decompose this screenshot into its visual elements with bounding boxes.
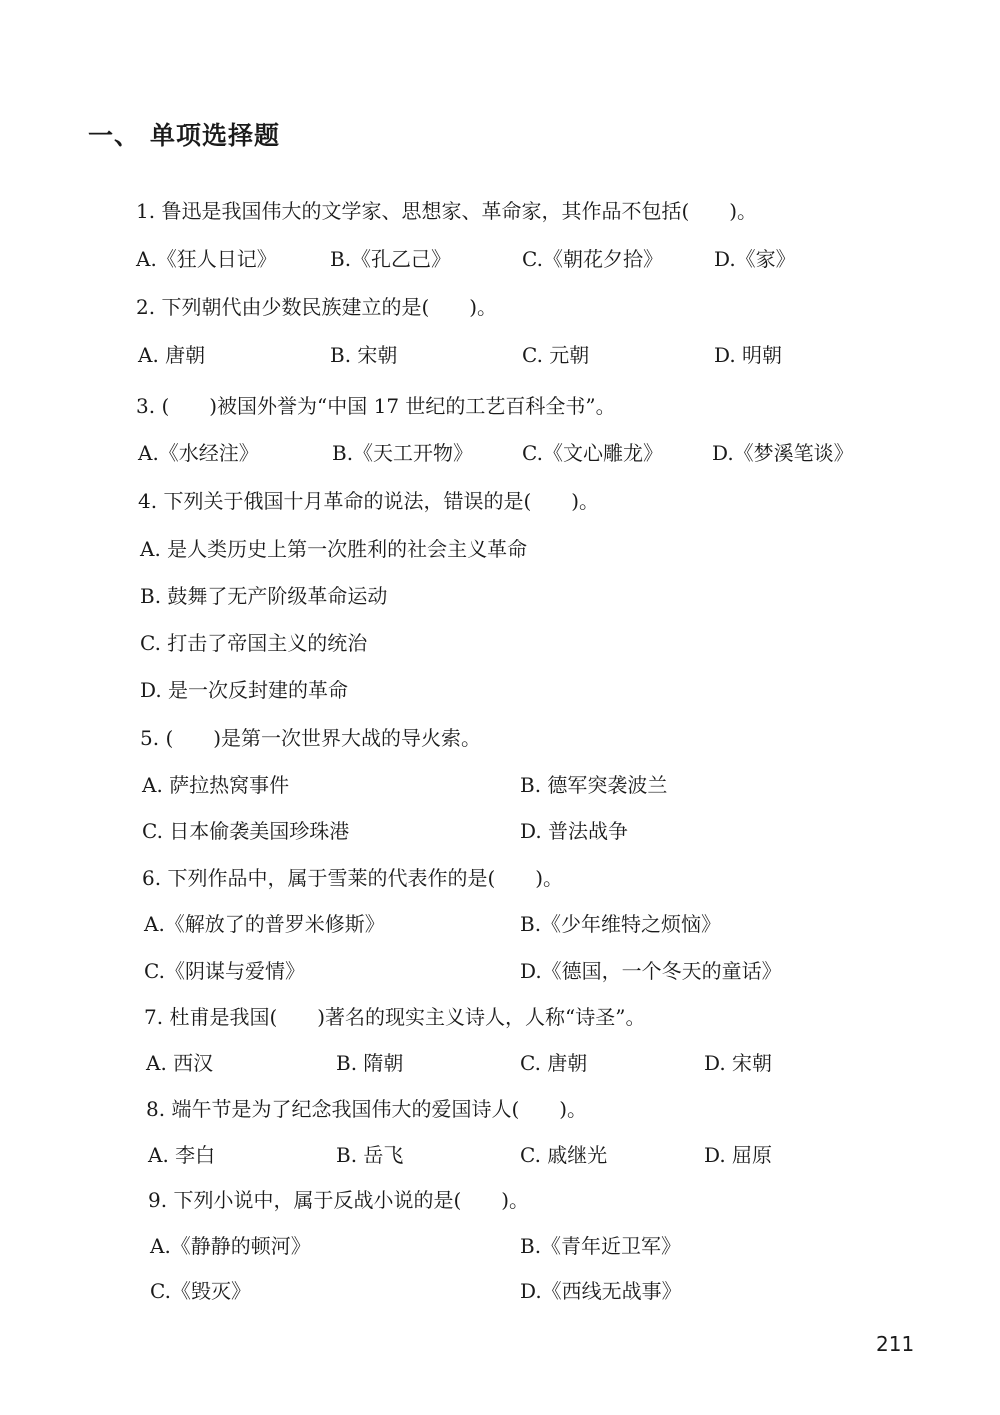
option-b: B. 隋朝 bbox=[336, 1051, 404, 1075]
question-stem: 9. 下列小说中，属于反战小说的是( )。 bbox=[148, 1188, 530, 1212]
option-d: D. 宋朝 bbox=[704, 1051, 773, 1075]
option-d: D. 明朝 bbox=[714, 343, 783, 367]
section-title: 单项选择题 bbox=[150, 121, 281, 150]
option-d: D.《梦溪笔谈》 bbox=[712, 441, 854, 465]
question-stem: 2. 下列朝代由少数民族建立的是( )。 bbox=[136, 295, 498, 319]
option-c: C.《阴谋与爱情》 bbox=[144, 959, 305, 983]
option-a: A. 李白 bbox=[148, 1143, 216, 1167]
option-b: B. 岳飞 bbox=[336, 1143, 404, 1167]
option-d: D. 普法战争 bbox=[520, 819, 629, 843]
option-a: A. 是人类历史上第一次胜利的社会主义革命 bbox=[140, 537, 528, 561]
option-b: B.《天工开物》 bbox=[332, 441, 474, 465]
option-b: B. 德军突袭波兰 bbox=[520, 773, 668, 797]
option-a: A. 萨拉热窝事件 bbox=[142, 773, 290, 797]
section-heading bbox=[88, 116, 280, 152]
question-stem: 1. 鲁迅是我国伟大的文学家、思想家、革命家，其作品不包括( )。 bbox=[136, 199, 758, 223]
question-stem: 8. 端午节是为了纪念我国伟大的爱国诗人( )。 bbox=[146, 1097, 588, 1121]
question-stem: 5. ( )是第一次世界大战的导火索。 bbox=[140, 726, 482, 750]
option-d: D. 屈原 bbox=[704, 1143, 773, 1167]
section-number: 一、 bbox=[88, 121, 141, 150]
option-a: A. 西汉 bbox=[146, 1051, 214, 1075]
option-b: B. 鼓舞了无产阶级革命运动 bbox=[140, 584, 388, 608]
option-c: C. 打击了帝国主义的统治 bbox=[140, 631, 368, 655]
page-number: 211 bbox=[876, 1332, 915, 1356]
option-d: D.《西线无战事》 bbox=[520, 1279, 682, 1303]
option-c: C. 日本偷袭美国珍珠港 bbox=[142, 819, 350, 843]
option-a: A.《静静的顿河》 bbox=[150, 1234, 311, 1258]
option-a: A.《水经注》 bbox=[138, 441, 259, 465]
question-stem: 3. ( )被国外誉为“中国 17 世纪的工艺百科全书”。 bbox=[136, 394, 616, 418]
question-stem: 4. 下列关于俄国十月革命的说法，错误的是( )。 bbox=[138, 489, 600, 513]
option-c: C.《朝花夕拾》 bbox=[522, 247, 663, 271]
question-stem: 6. 下列作品中，属于雪莱的代表作的是( )。 bbox=[142, 866, 564, 890]
option-b: B.《青年近卫军》 bbox=[520, 1234, 682, 1258]
option-c: C.《文心雕龙》 bbox=[522, 441, 663, 465]
option-d: D.《德国，一个冬天的童话》 bbox=[520, 959, 782, 983]
option-c: C. 戚继光 bbox=[520, 1143, 608, 1167]
option-c: C. 元朝 bbox=[522, 343, 590, 367]
option-b: B.《孔乙己》 bbox=[330, 247, 452, 271]
question-stem: 7. 杜甫是我国( )著名的现实主义诗人，人称“诗圣”。 bbox=[144, 1005, 646, 1029]
option-a: A.《狂人日记》 bbox=[136, 247, 277, 271]
option-a: A.《解放了的普罗米修斯》 bbox=[144, 912, 385, 936]
option-d: D.《家》 bbox=[714, 247, 796, 271]
option-b: B. 宋朝 bbox=[330, 343, 398, 367]
option-b: B.《少年维特之烦恼》 bbox=[520, 912, 722, 936]
option-a: A. 唐朝 bbox=[138, 343, 206, 367]
option-c: C. 唐朝 bbox=[520, 1051, 588, 1075]
option-d: D. 是一次反封建的革命 bbox=[140, 678, 349, 702]
option-c: C.《毁灭》 bbox=[150, 1279, 251, 1303]
